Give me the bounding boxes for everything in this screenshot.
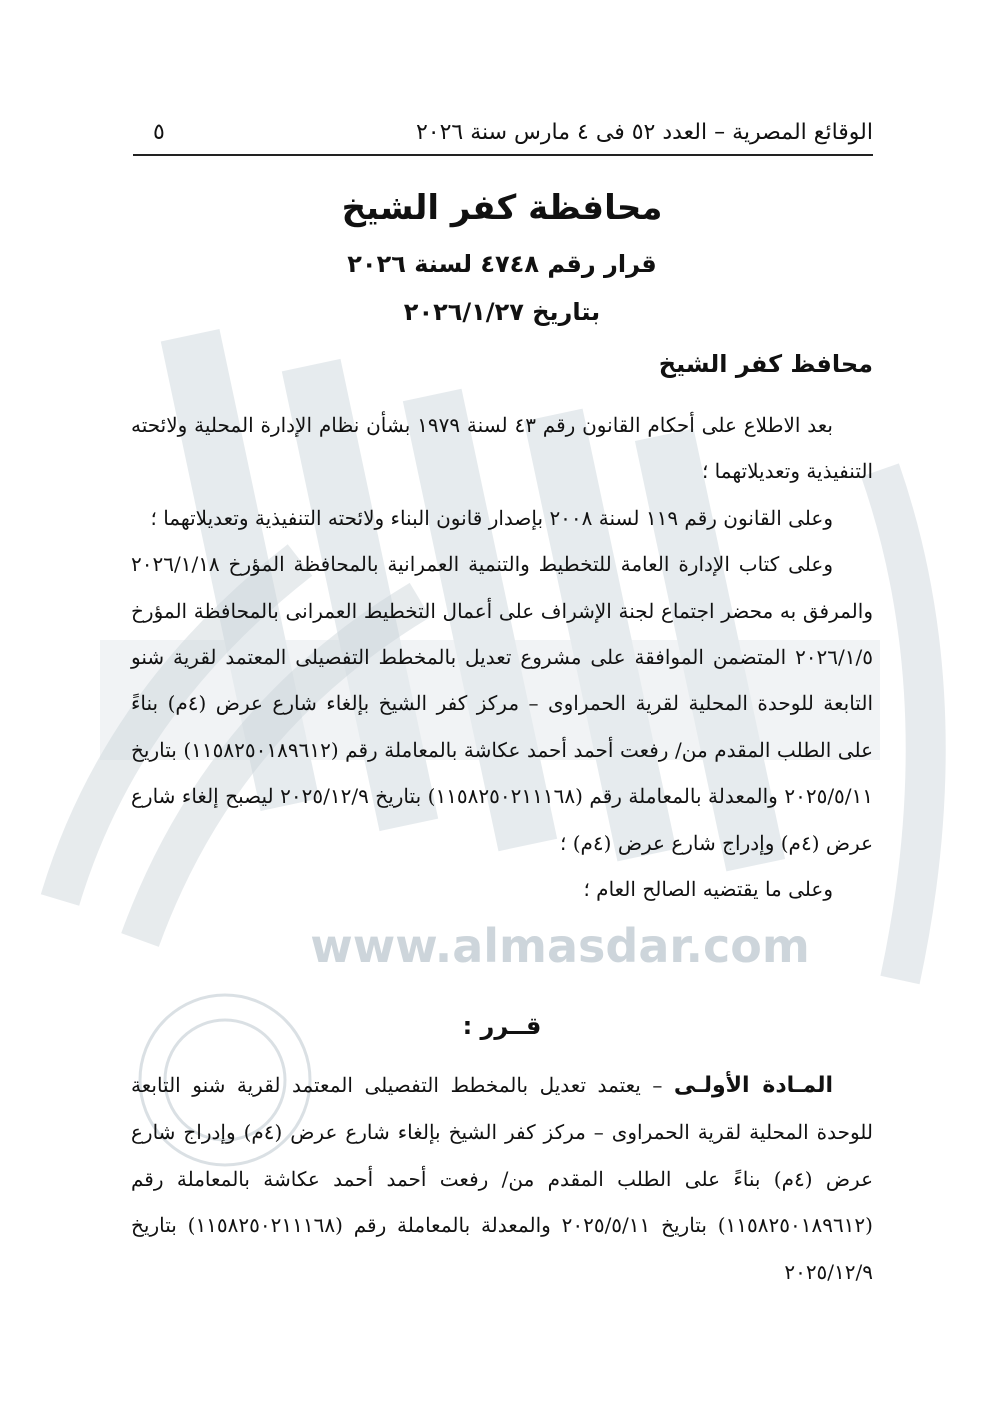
article-text: – يعتمد تعديل بالمخطط التفصيلى المعتمد لقرية شنو التابعة للوحدة المحلية لقرية الحمراوى – مركز كفر الشيخ بإلغاء شارع عرض (٤م) وإدراج شارع عرض (٤م) بناءً على الطلب المقدم من/ رفعت أحمد أحمد عكاشة بالمعاملة رقم (١١٥٨٢٥٠١٨٩٦١٢) بتاريخ ٢٠٢٥/٥/١١ والمعدلة بالمعاملة رقم (١١٥٨٢٥٠٢١١١٦٨) بتاريخ ٢٠٢٥/١٢/٩ (131, 1073, 874, 1284)
governor-heading: محافظ كفر الشيخ (658, 350, 873, 378)
paragraph: وعلى كتاب الإدارة العامة للتخطيط والتنمية العمرانية بالمحافظة المؤرخ ٢٠٢٦/١/١٨ والمرفق به محضر اجتماع لجنة الإشراف على أعمال التخطيط العمرانى بالمحافظة المؤرخ ٢٠٢٦/١/٥ المتضمن الموافقة على مشروع تعديل بالمخطط التفصيلى المعتمد لقرية شنو التابعة للوحدة المحلية لقرية الحمراوى – مركز كفر الشيخ بإلغاء شارع عرض (٤م) بناءً على الطلب المقدم من/ رفعت أحمد أحمد عكاشة بالمعاملة رقم (١١٥٨٢٥٠١٨٩٦١٢) بتاريخ ٢٠٢٥/٥/١١ والمعدلة بالمعاملة رقم (١١٥٨٢٥٠٢١١١٦٨) بتاريخ ٢٠٢٥/١٢/٩ ليصبح إلغاء شارع عرض (٤م) وإدراج شارع عرض (٤م) ؛ (131, 552, 874, 855)
preamble (131, 402, 873, 912)
decided-heading: قــرر : (462, 1012, 542, 1040)
document-title: محافظة كفر الشيخ (341, 188, 663, 228)
watermark-url: www.almasdar.com (310, 919, 810, 973)
article-paragraph (131, 1062, 873, 1295)
paragraph: بعد الاطلاع على أحكام القانون رقم ٤٣ لسنة ١٩٧٩ بشأن نظام الإدارة المحلية ولائحته التنفيذية وتعديلاتهما ؛ (131, 413, 873, 484)
decree-date: بتاريخ ٢٠٢٦/١/٢٧ (403, 298, 601, 326)
running-header (133, 118, 873, 156)
paragraph: وعلى ما يقتضيه الصالح العام ؛ (583, 877, 833, 902)
article-one (131, 1062, 873, 1295)
article-label: المـادة الأولـى (673, 1073, 833, 1098)
running-title: الوقائع المصرية – العدد ٥٢ فى ٤ مارس سنة ٢٠٢٦ (415, 120, 873, 145)
page-number: ٥ (153, 120, 165, 145)
paragraph: وعلى القانون رقم ١١٩ لسنة ٢٠٠٨ بإصدار قانون البناء ولائحته التنفيذية وتعديلاتهما ؛ (150, 505, 833, 530)
decree-number: قرار رقم ٤٧٤٨ لسنة ٢٠٢٦ (347, 250, 657, 278)
